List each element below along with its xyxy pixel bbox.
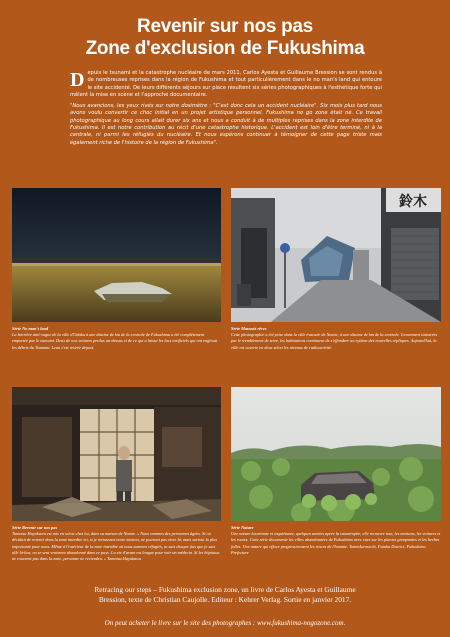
caption-nature: [231, 525, 441, 556]
caption-series-title: Série Mauvais rêves: [231, 326, 267, 331]
caption-revenir: [12, 525, 221, 562]
footer-line-1: Retracing our steps – Fukushima exclusion zone, un livre de Carlos Ayesta et Guillaume: [94, 585, 356, 594]
poster-subtitle: Zone d'exclusion de Fukushima: [85, 38, 365, 59]
intro-text: [70, 70, 382, 147]
intro-quote: "Nous avancions, les yeux rivés sur notre dosimètre : "C'est donc cela un accident nucléaire". Six mois plus tard nous avons voulu convertir ce choc initial en un projet artistique personnel. Fukushima no go zone était né. Ce travail photographique au long cours allait durer six ans et nous a conduit à de multiples reprises dans la zone interdite de Fukushima. Il est notre contribution au récit d'une catastrophe historique. L'accident est loin d'être terminé, ni à la centrale, ni parmi les réfugiés du nucléaire. Et nous espérons continuer à témoigner de cette page triste mais également riche de l'histoire de la région de Fukushima".: [70, 103, 382, 146]
photo-no-mans-land: [12, 188, 221, 322]
caption-text: Une nature luxuriante et inquiétante, quelques années après la catastrophe, elle recouvre tout, les maisons, les voitures et les routes. Cette série documente les villes abandonnées de Fukushima avec vues sur les plantes grimpantes et les herbes folles. Une nature qui efface progressivement les traces de l'homme. Tomioka-machi, Futaba District, Fukushima Prefecture: [231, 531, 441, 555]
caption-text: La barrière anti-vague de la ville d'Odaka à une dizaine de km de la centrale de Fukushima a été complètement emportée par le tsunami. Deux de nos voitures perdus au-dessus et de ce qui a laissé les lacs artificiels qui ont englouti les débris du Tsunami. Leau s'est retirée depuis.: [12, 332, 218, 350]
footer-book-info: [30, 585, 420, 605]
caption-series-title: Série No man's land: [12, 326, 49, 331]
caption-text: Tamotsu Hayakawa est mis en scène chez lui, dans sa maison de Namie. « Nous sommes des personnes âgées. Si on décidait de revenir dans la zone interdite ici, si je retrouvais notre maison, ne pouvant pas vivre là, mais surtout la plus importante pour nous. Même à l'extérieur de la zone interdite où nous sommes réfugiés, tu sais chaque fois que je suis allé là-bas, on se sent vraiment abandonné dans ce pays. La vie d'avant est longue pour voir un médecin. Si les hôpitaux ne rouvrent pas dans la zone, personne ne reviendra. » Tamotsu Hayakawa: [12, 531, 220, 562]
caption-mauvais-reves: [231, 326, 441, 351]
dropcap: D: [70, 69, 85, 91]
shop-sign: 鈴木: [399, 194, 427, 210]
photo-mauvais-reves: [231, 188, 441, 322]
poster-title: Revenir sur nos pas: [137, 16, 313, 37]
caption-series-title: Série Nature: [231, 525, 254, 530]
caption-text: Cette photographie a été prise dans la ville évacuée de Namie, à une dizaine de km de la centrale. Gravement sinistrées par le tremblement de terre, les habitations continuent de s'effondrer au rythme des nouvelles répliques. Aujourd'hui, la ville est ouverte en deux selon les niveaux de radioactivité.: [231, 332, 438, 350]
footer-purchase-link: On peut acheter le livre sur le site des photographes : www.fukushima-nogozone.com.: [104, 619, 346, 627]
footer-line-2: Bression, texte de Christian Caujolle. Editeur : Kehrer Verlag. Sortie en janvier 2017.: [98, 595, 352, 604]
intro-paragraph: epuis le tsunami et la catastrophe nucléaire de mars 2011, Carlos Ayesta et Guillaume Bression se sont rendus à de nombreuses reprises dans la région de Fukushima et tout particulièrement dans le no man's land qui entoure le site accidenté. De leurs différents séjours sur place résultent six séries photographiques à l'esthétique forte qui mêlent la mise en scène et l'approche documentaire.: [70, 70, 382, 98]
photo-nature: [231, 387, 441, 521]
caption-no-mans-land: [12, 326, 221, 351]
photo-revenir: [12, 387, 221, 521]
caption-series-title: Série Revenir sur nos pas: [12, 525, 58, 530]
